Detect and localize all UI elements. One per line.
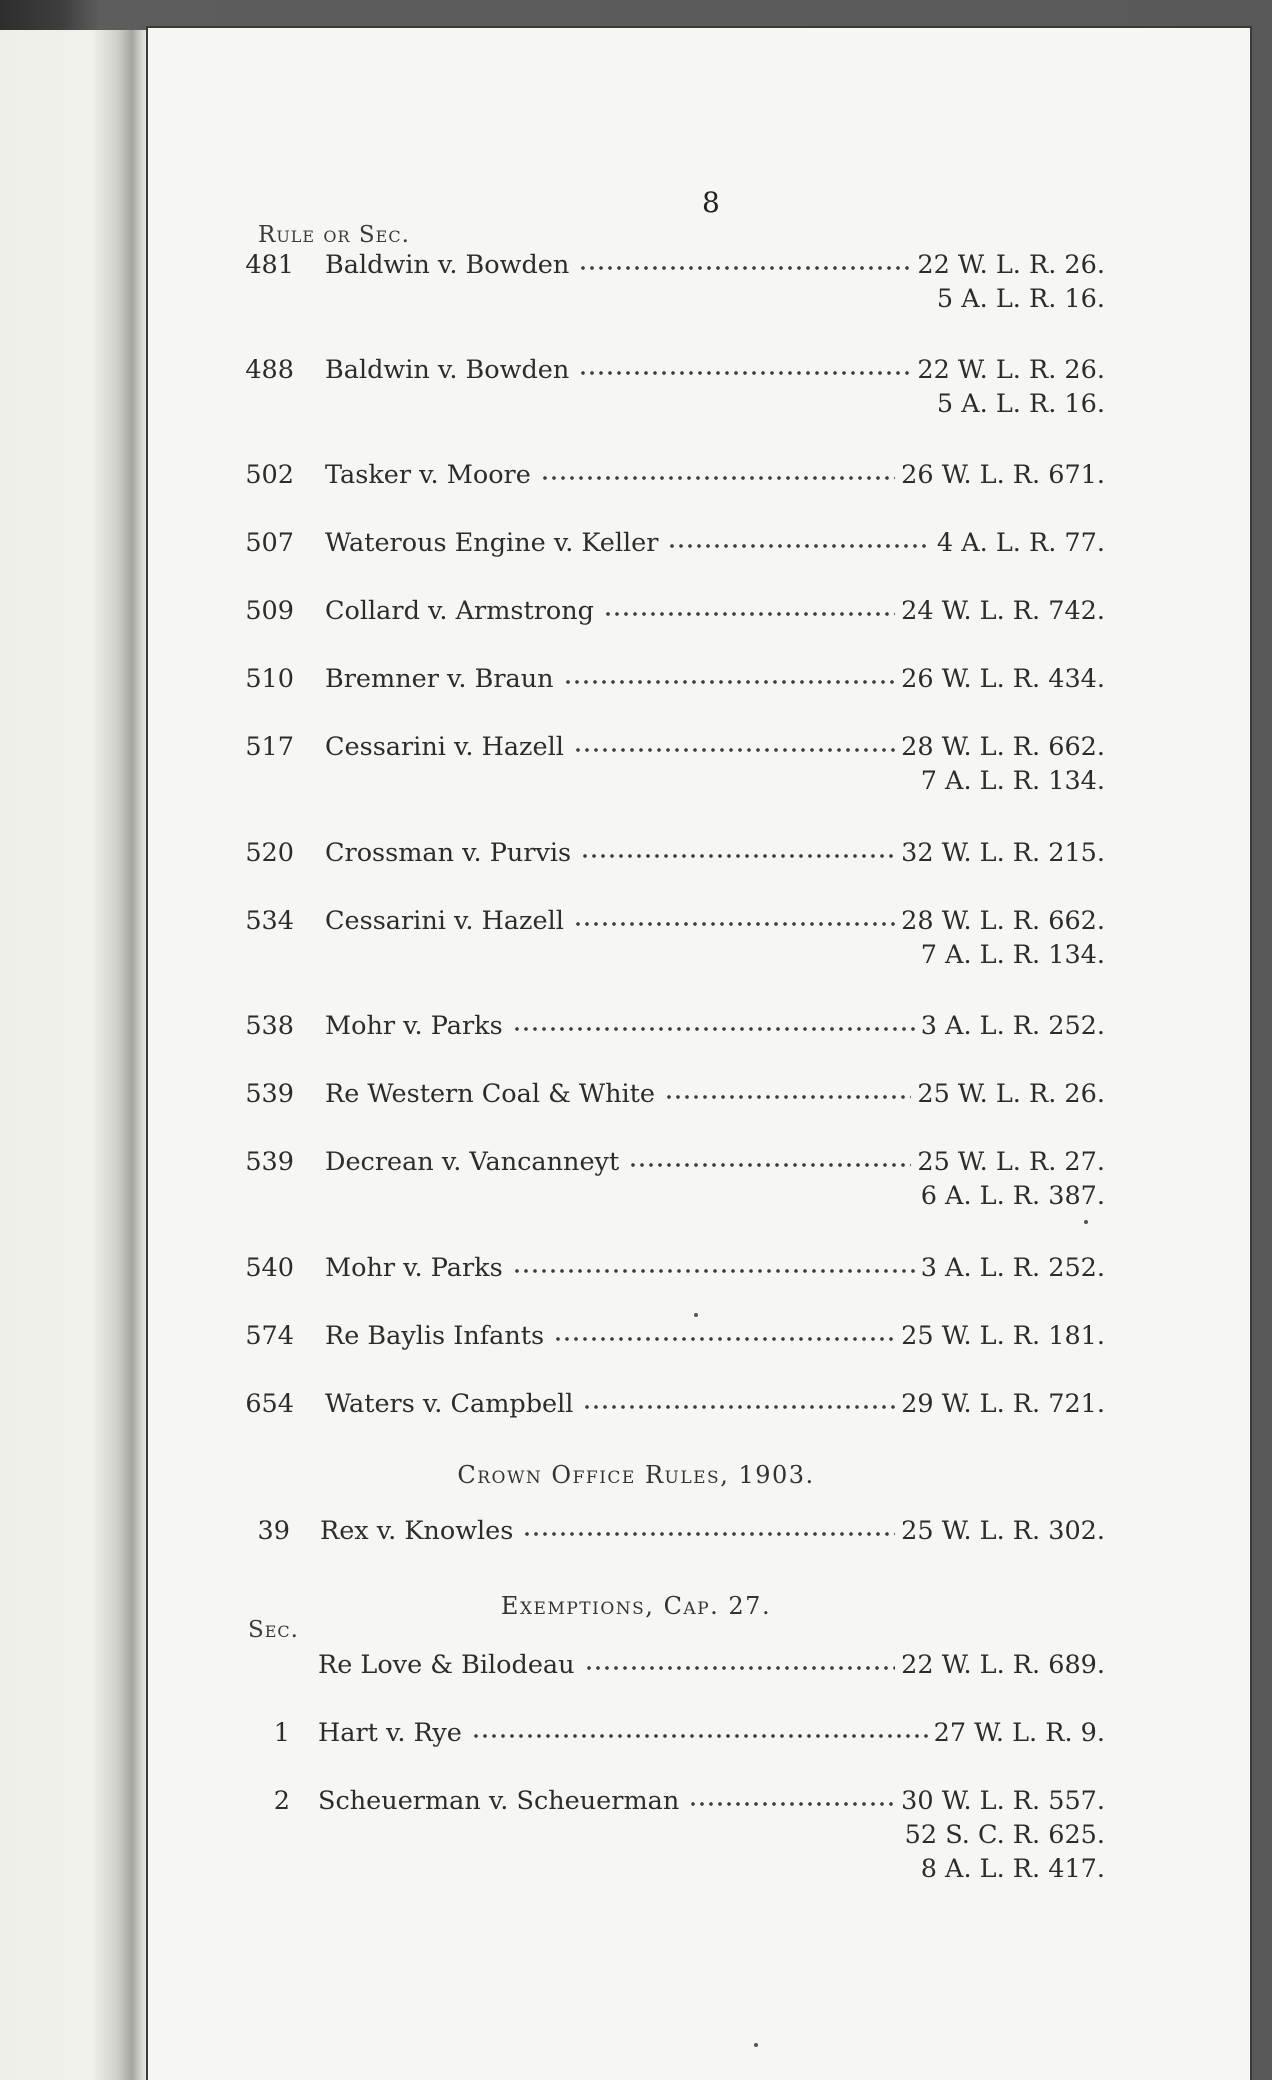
table-row [0,1718,1272,1752]
leader-dots [543,475,895,481]
case-name: Re Love & Bilodeau [318,1650,575,1680]
rule-number: 39 [257,1516,290,1546]
table-row [0,528,1272,562]
case-name: Hart v. Rye [318,1718,462,1748]
leader-dots [691,1801,895,1807]
rule-number: 488 [245,355,294,385]
rule-number: 534 [245,906,294,936]
scan-speck [1084,1220,1088,1224]
citation: 26 W. L. R. 671. [901,460,1105,490]
citation: 22 W. L. R. 26. [917,250,1105,280]
case-name: Collard v. Armstrong [325,596,594,626]
leader-dots [566,679,896,685]
case-name: Cessarini v. Hazell [325,732,564,762]
rule-number: 539 [245,1079,294,1109]
case-name: Scheuerman v. Scheuerman [318,1786,680,1816]
case-name: Baldwin v. Bowden [325,250,570,280]
page-number: 8 [702,186,720,219]
leader-dots [474,1733,928,1739]
leader-dots [576,921,895,927]
table-row [0,906,1272,970]
citation: 3 A. L. R. 252. [920,1253,1105,1283]
rule-number: 540 [245,1253,294,1283]
case-name: Waters v. Campbell [325,1389,574,1419]
citation: 25 W. L. R. 181. [901,1321,1105,1351]
rule-number: 539 [245,1147,294,1177]
citation: 7 A. L. R. 134. [920,940,1105,970]
leader-dots [631,1162,911,1168]
table-row [0,1786,1272,1884]
rule-number: 502 [245,460,294,490]
column-header-sec: Sec. [248,1617,299,1643]
section-title-exemptions: Exemptions, Cap. 27. [500,1592,772,1620]
leader-dots [667,1094,911,1100]
rule-number: 2 [273,1786,290,1816]
rule-number: 574 [245,1321,294,1351]
scan-speck [754,2043,758,2047]
case-name: Crossman v. Purvis [325,838,572,868]
citation: 29 W. L. R. 721. [901,1389,1105,1419]
rule-number: 1 [273,1718,290,1748]
rule-number: 654 [245,1389,294,1419]
citation: 7 A. L. R. 134. [920,766,1105,796]
table-row [0,1253,1272,1287]
case-name: Mohr v. Parks [325,1011,503,1041]
citation: 3 A. L. R. 252. [920,1011,1105,1041]
leader-dots [585,1404,895,1410]
rule-number: 507 [245,528,294,558]
leader-dots [670,543,930,549]
citation: 22 W. L. R. 689. [901,1650,1105,1680]
leader-dots [583,853,895,859]
citation: 27 W. L. R. 9. [933,1718,1105,1748]
case-name: Waterous Engine v. Keller [325,528,659,558]
citation: 4 A. L. R. 77. [936,528,1105,558]
citation: 32 W. L. R. 215. [901,838,1105,868]
table-row [0,664,1272,698]
table-row [0,250,1272,314]
rule-number: 538 [245,1011,294,1041]
book-page [148,28,1250,2080]
leader-dots [606,611,895,617]
table-row [0,596,1272,630]
table-row [0,1389,1272,1423]
facing-page-gutter [0,30,150,2080]
citation: 22 W. L. R. 26. [917,355,1105,385]
leader-dots [525,1531,895,1537]
rule-number: 517 [245,732,294,762]
citation: 52 S. C. R. 625. [904,1820,1105,1850]
citation: 5 A. L. R. 16. [936,284,1105,314]
citation: 30 W. L. R. 557. [901,1786,1105,1816]
case-name: Cessarini v. Hazell [325,906,564,936]
case-name: Mohr v. Parks [325,1253,503,1283]
table-row [0,732,1272,796]
leader-dots [587,1665,896,1671]
citation: 8 A. L. R. 417. [920,1854,1105,1884]
column-header-rule-or-sec: Rule or Sec. [258,222,410,248]
leader-dots [515,1026,915,1032]
case-name: Decrean v. Vancanneyt [325,1147,620,1177]
citation: 25 W. L. R. 26. [917,1079,1105,1109]
citation: 5 A. L. R. 16. [936,389,1105,419]
leader-dots [581,265,911,271]
citation: 25 W. L. R. 302. [901,1516,1105,1546]
section-title-crown-office-rules: Crown Office Rules, 1903. [457,1461,815,1489]
table-row [0,1321,1272,1355]
leader-dots [576,747,895,753]
case-name: Bremner v. Braun [325,664,554,694]
case-name: Re Baylis Infants [325,1321,545,1351]
citation: 28 W. L. R. 662. [901,732,1105,762]
scan-speck [694,1313,698,1317]
leader-dots [515,1268,915,1274]
rule-number: 509 [245,596,294,626]
table-row [0,1147,1272,1211]
case-name: Re Western Coal & White [325,1079,656,1109]
table-row [0,1011,1272,1045]
case-name: Rex v. Knowles [320,1516,514,1546]
table-row [0,1650,1272,1684]
table-row [0,1516,1272,1550]
case-name: Tasker v. Moore [325,460,531,490]
citation: 25 W. L. R. 27. [917,1147,1105,1177]
leader-dots [581,370,911,376]
table-row [0,460,1272,494]
table-row [0,1079,1272,1113]
rule-number: 510 [245,664,294,694]
citation: 24 W. L. R. 742. [901,596,1105,626]
citation: 26 W. L. R. 434. [901,664,1105,694]
case-name: Baldwin v. Bowden [325,355,570,385]
citation: 6 A. L. R. 387. [920,1181,1105,1211]
rule-number: 520 [245,838,294,868]
leader-dots [556,1336,895,1342]
citation: 28 W. L. R. 662. [901,906,1105,936]
rule-number: 481 [245,250,294,280]
table-row [0,838,1272,872]
table-row [0,355,1272,419]
